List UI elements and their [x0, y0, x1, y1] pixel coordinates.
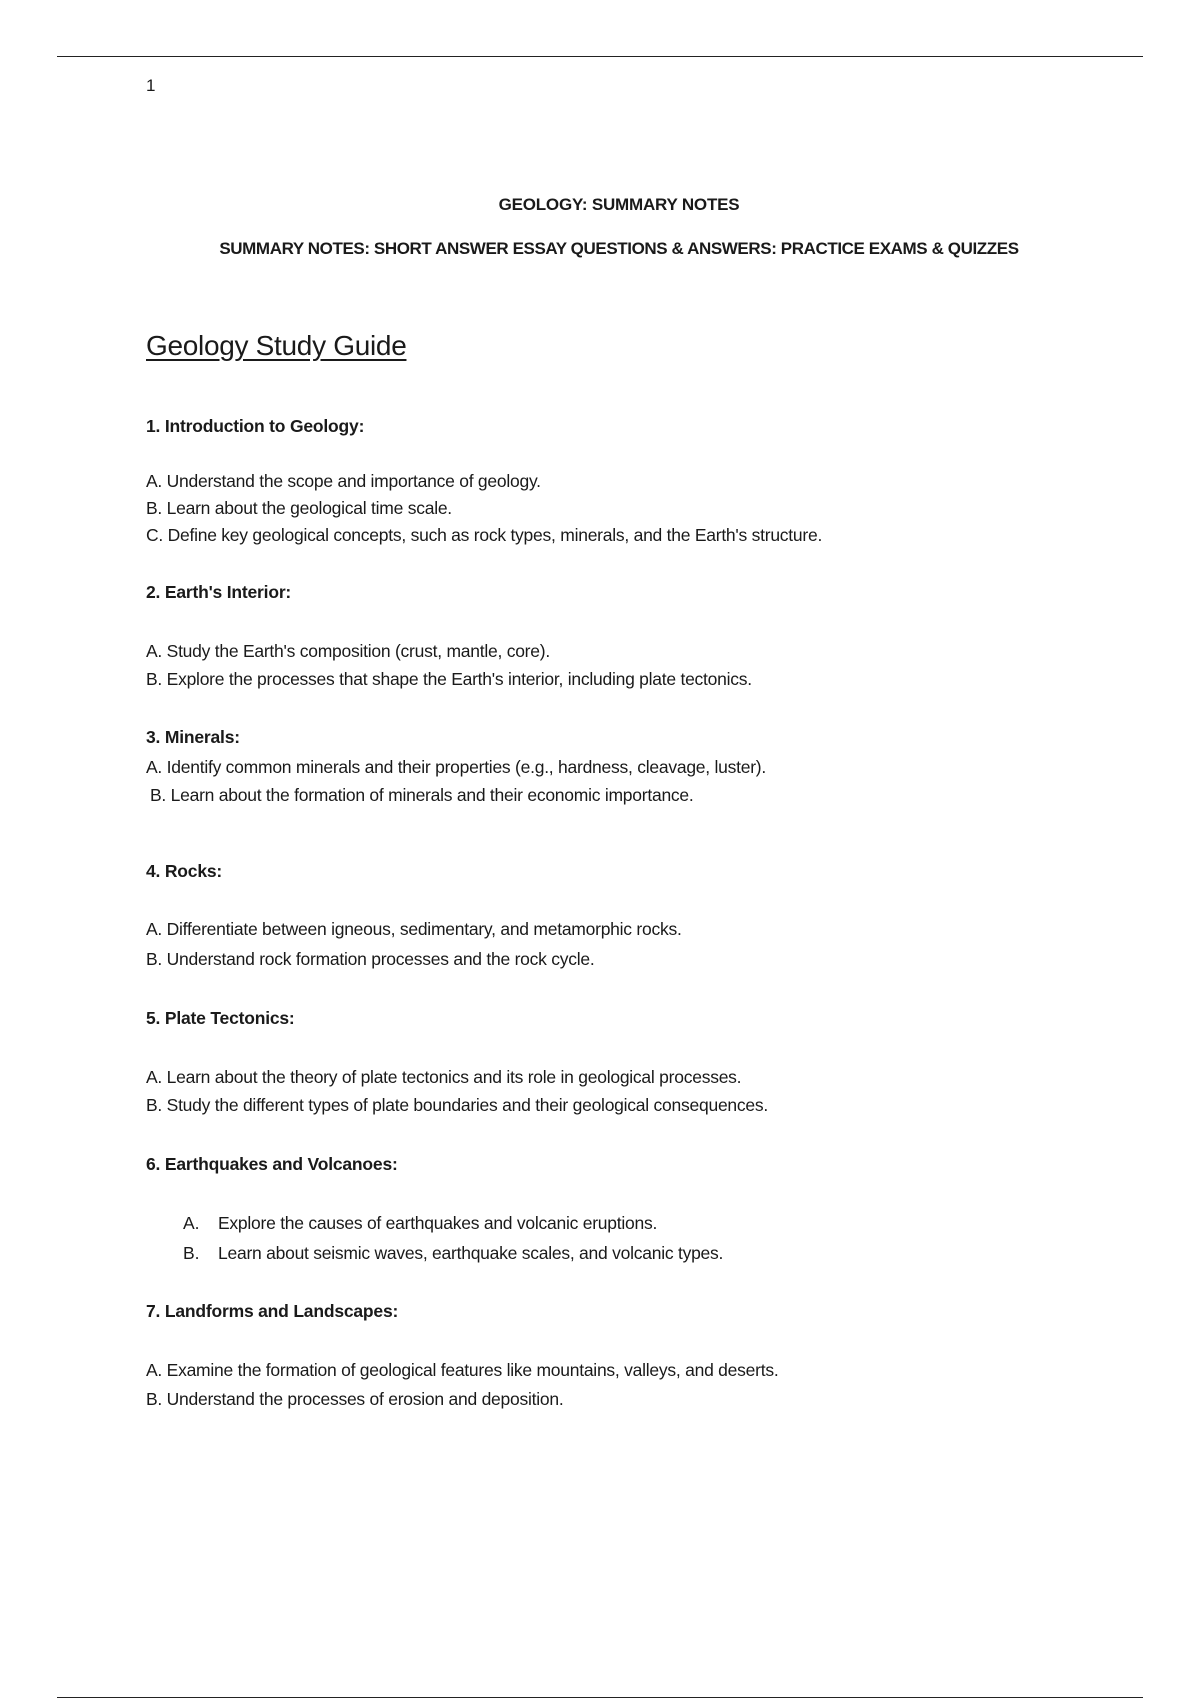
list-item: Learn about seismic waves, earthquake scales, and volcanic types. [218, 1243, 724, 1263]
bottom-rule [57, 1697, 1143, 1698]
list-item: A. Examine the formation of geological features like mountains, valleys, and deserts. [146, 1360, 779, 1380]
section-heading-landforms: 7. Landforms and Landscapes: [146, 1301, 399, 1321]
list-item: B. Learn about the geological time scale. [146, 498, 452, 518]
list-marker: A. [183, 1213, 200, 1233]
list-item: A. Study the Earth's composition (crust, mantle, core). [146, 641, 550, 661]
document-title: GEOLOGY: SUMMARY NOTES [498, 195, 740, 214]
list-item: B. Understand rock formation processes and the rock cycle. [146, 949, 595, 969]
section-heading-earthquakes-volcanoes: 6. Earthquakes and Volcanoes: [146, 1154, 398, 1174]
list-marker: B. [183, 1243, 200, 1263]
list-item: C. Define key geological concepts, such as rock types, minerals, and the Earth's structure. [146, 525, 823, 545]
page-number: 1 [146, 76, 156, 95]
section-heading-plate-tectonics: 5. Plate Tectonics: [146, 1008, 295, 1028]
list-item: B. Study the different types of plate boundaries and their geological consequences. [146, 1095, 768, 1115]
section-heading-earths-interior: 2. Earth's Interior: [146, 582, 292, 602]
list-item: B. Explore the processes that shape the Earth's interior, including plate tectonics. [146, 669, 752, 689]
list-item: A. Differentiate between igneous, sedimentary, and metamorphic rocks. [146, 919, 682, 939]
section-heading-introduction: 1. Introduction to Geology: [146, 416, 365, 436]
section-heading-rocks: 4. Rocks: [146, 861, 223, 881]
top-rule [57, 56, 1143, 57]
study-guide-title: Geology Study Guide [146, 330, 407, 361]
list-item: A. Understand the scope and importance of geology. [146, 471, 541, 491]
list-item: A. Learn about the theory of plate tectonics and its role in geological processes. [146, 1067, 742, 1087]
list-item: Explore the causes of earthquakes and volcanic eruptions. [218, 1213, 658, 1233]
section-heading-minerals: 3. Minerals: [146, 727, 240, 747]
list-item: B. Understand the processes of erosion and deposition. [146, 1389, 564, 1409]
list-item: A. Identify common minerals and their properties (e.g., hardness, cleavage, luster). [146, 757, 766, 777]
list-item: B. Learn about the formation of minerals and their economic importance. [150, 785, 694, 805]
document-subtitle: SUMMARY NOTES: SHORT ANSWER ESSAY QUESTIONS & ANSWERS: PRACTICE EXAMS & QUIZZES [219, 239, 1019, 258]
